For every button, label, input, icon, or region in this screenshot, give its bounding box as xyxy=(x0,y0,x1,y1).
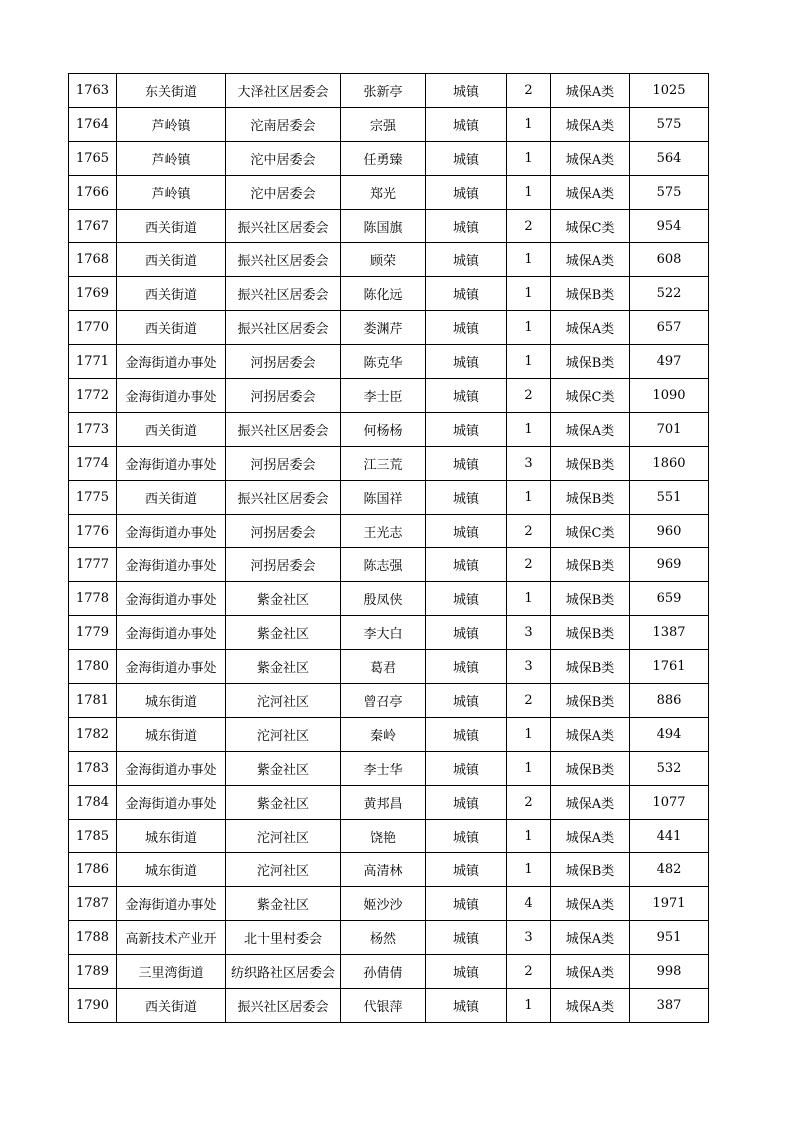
cell-serial-number: 1775 xyxy=(69,480,117,514)
cell-category: 城保A类 xyxy=(551,785,630,819)
cell-name: 高清林 xyxy=(341,853,426,887)
cell-serial-number: 1782 xyxy=(69,717,117,751)
cell-community: 紫金社区 xyxy=(226,887,341,921)
cell-category: 城保C类 xyxy=(551,209,630,243)
cell-area-type: 城镇 xyxy=(426,853,507,887)
table-row xyxy=(69,446,709,480)
cell-household-count: 1 xyxy=(507,412,551,446)
cell-amount: 969 xyxy=(630,548,709,582)
cell-category: 城保A类 xyxy=(551,141,630,175)
cell-street: 金海街道办事处 xyxy=(117,751,226,785)
cell-category: 城保A类 xyxy=(551,412,630,446)
cell-category: 城保C类 xyxy=(551,379,630,413)
cell-street: 金海街道办事处 xyxy=(117,514,226,548)
cell-category: 城保A类 xyxy=(551,887,630,921)
cell-household-count: 2 xyxy=(507,514,551,548)
cell-household-count: 1 xyxy=(507,311,551,345)
cell-household-count: 1 xyxy=(507,853,551,887)
table-row xyxy=(69,345,709,379)
cell-community: 河拐居委会 xyxy=(226,345,341,379)
table-row xyxy=(69,141,709,175)
cell-name: 何杨杨 xyxy=(341,412,426,446)
table-row xyxy=(69,650,709,684)
cell-street: 西关街道 xyxy=(117,311,226,345)
cell-category: 城保A类 xyxy=(551,819,630,853)
cell-name: 李士臣 xyxy=(341,379,426,413)
cell-area-type: 城镇 xyxy=(426,955,507,989)
cell-amount: 497 xyxy=(630,345,709,379)
cell-serial-number: 1778 xyxy=(69,582,117,616)
cell-category: 城保B类 xyxy=(551,480,630,514)
cell-name: 陈化远 xyxy=(341,277,426,311)
cell-serial-number: 1772 xyxy=(69,379,117,413)
cell-community: 沱河社区 xyxy=(226,819,341,853)
cell-household-count: 3 xyxy=(507,446,551,480)
cell-household-count: 1 xyxy=(507,582,551,616)
cell-household-count: 4 xyxy=(507,887,551,921)
cell-category: 城保B类 xyxy=(551,345,630,379)
cell-community: 紫金社区 xyxy=(226,785,341,819)
cell-name: 陈国祥 xyxy=(341,480,426,514)
cell-area-type: 城镇 xyxy=(426,446,507,480)
cell-street: 西关街道 xyxy=(117,989,226,1023)
cell-name: 陈克华 xyxy=(341,345,426,379)
cell-community: 紫金社区 xyxy=(226,650,341,684)
cell-street: 金海街道办事处 xyxy=(117,582,226,616)
cell-community: 沱河社区 xyxy=(226,684,341,718)
cell-amount: 1387 xyxy=(630,616,709,650)
cell-street: 高新技术产业开 xyxy=(117,921,226,955)
cell-amount: 659 xyxy=(630,582,709,616)
cell-category: 城保B类 xyxy=(551,684,630,718)
cell-amount: 441 xyxy=(630,819,709,853)
table-row xyxy=(69,548,709,582)
cell-street: 城东街道 xyxy=(117,717,226,751)
cell-street: 金海街道办事处 xyxy=(117,650,226,684)
cell-street: 金海街道办事处 xyxy=(117,887,226,921)
cell-name: 代银萍 xyxy=(341,989,426,1023)
cell-category: 城保B类 xyxy=(551,582,630,616)
cell-street: 西关街道 xyxy=(117,277,226,311)
cell-category: 城保A类 xyxy=(551,989,630,1023)
cell-street: 芦岭镇 xyxy=(117,107,226,141)
cell-area-type: 城镇 xyxy=(426,650,507,684)
cell-category: 城保B类 xyxy=(551,650,630,684)
cell-amount: 1025 xyxy=(630,74,709,108)
cell-community: 大泽社区居委会 xyxy=(226,74,341,108)
cell-category: 城保A类 xyxy=(551,921,630,955)
table-row xyxy=(69,887,709,921)
cell-amount: 532 xyxy=(630,751,709,785)
cell-street: 西关街道 xyxy=(117,209,226,243)
cell-area-type: 城镇 xyxy=(426,379,507,413)
cell-name: 饶艳 xyxy=(341,819,426,853)
cell-serial-number: 1764 xyxy=(69,107,117,141)
cell-household-count: 3 xyxy=(507,650,551,684)
cell-area-type: 城镇 xyxy=(426,277,507,311)
cell-street: 芦岭镇 xyxy=(117,141,226,175)
cell-name: 娄渊芹 xyxy=(341,311,426,345)
cell-serial-number: 1784 xyxy=(69,785,117,819)
cell-serial-number: 1776 xyxy=(69,514,117,548)
cell-serial-number: 1765 xyxy=(69,141,117,175)
cell-amount: 564 xyxy=(630,141,709,175)
cell-community: 沱中居委会 xyxy=(226,175,341,209)
cell-street: 金海街道办事处 xyxy=(117,785,226,819)
cell-serial-number: 1779 xyxy=(69,616,117,650)
cell-community: 振兴社区居委会 xyxy=(226,277,341,311)
cell-amount: 608 xyxy=(630,243,709,277)
cell-area-type: 城镇 xyxy=(426,480,507,514)
cell-serial-number: 1770 xyxy=(69,311,117,345)
cell-name: 宗强 xyxy=(341,107,426,141)
cell-serial-number: 1777 xyxy=(69,548,117,582)
cell-community: 纺织路社区居委会 xyxy=(226,955,341,989)
cell-name: 黄邦昌 xyxy=(341,785,426,819)
cell-household-count: 1 xyxy=(507,480,551,514)
cell-serial-number: 1767 xyxy=(69,209,117,243)
cell-serial-number: 1786 xyxy=(69,853,117,887)
cell-serial-number: 1766 xyxy=(69,175,117,209)
cell-household-count: 2 xyxy=(507,209,551,243)
table-row xyxy=(69,311,709,345)
cell-area-type: 城镇 xyxy=(426,751,507,785)
cell-household-count: 1 xyxy=(507,277,551,311)
cell-area-type: 城镇 xyxy=(426,785,507,819)
table-row xyxy=(69,819,709,853)
cell-name: 王光志 xyxy=(341,514,426,548)
cell-household-count: 1 xyxy=(507,819,551,853)
table-row xyxy=(69,277,709,311)
cell-household-count: 3 xyxy=(507,616,551,650)
cell-category: 城保B类 xyxy=(551,277,630,311)
cell-category: 城保B类 xyxy=(551,751,630,785)
cell-household-count: 1 xyxy=(507,717,551,751)
cell-community: 紫金社区 xyxy=(226,751,341,785)
cell-area-type: 城镇 xyxy=(426,209,507,243)
table-row xyxy=(69,480,709,514)
cell-community: 沱河社区 xyxy=(226,853,341,887)
cell-serial-number: 1789 xyxy=(69,955,117,989)
cell-community: 河拐居委会 xyxy=(226,548,341,582)
cell-name: 李士华 xyxy=(341,751,426,785)
cell-area-type: 城镇 xyxy=(426,141,507,175)
cell-community: 河拐居委会 xyxy=(226,446,341,480)
cell-community: 振兴社区居委会 xyxy=(226,209,341,243)
cell-community: 河拐居委会 xyxy=(226,379,341,413)
cell-name: 李大白 xyxy=(341,616,426,650)
cell-category: 城保B类 xyxy=(551,616,630,650)
cell-street: 城东街道 xyxy=(117,819,226,853)
cell-name: 孙倩倩 xyxy=(341,955,426,989)
table-row xyxy=(69,853,709,887)
cell-serial-number: 1785 xyxy=(69,819,117,853)
cell-name: 张新亭 xyxy=(341,74,426,108)
cell-household-count: 3 xyxy=(507,921,551,955)
cell-street: 金海街道办事处 xyxy=(117,548,226,582)
cell-amount: 1761 xyxy=(630,650,709,684)
cell-street: 城东街道 xyxy=(117,684,226,718)
cell-area-type: 城镇 xyxy=(426,548,507,582)
cell-amount: 522 xyxy=(630,277,709,311)
cell-serial-number: 1763 xyxy=(69,74,117,108)
cell-street: 西关街道 xyxy=(117,412,226,446)
cell-area-type: 城镇 xyxy=(426,243,507,277)
cell-household-count: 2 xyxy=(507,684,551,718)
cell-street: 城东街道 xyxy=(117,853,226,887)
cell-amount: 551 xyxy=(630,480,709,514)
cell-household-count: 1 xyxy=(507,107,551,141)
cell-name: 杨然 xyxy=(341,921,426,955)
cell-street: 三里湾街道 xyxy=(117,955,226,989)
cell-area-type: 城镇 xyxy=(426,582,507,616)
cell-category: 城保A类 xyxy=(551,243,630,277)
cell-amount: 1090 xyxy=(630,379,709,413)
cell-street: 金海街道办事处 xyxy=(117,616,226,650)
cell-category: 城保A类 xyxy=(551,107,630,141)
table-body xyxy=(69,74,709,1023)
cell-area-type: 城镇 xyxy=(426,514,507,548)
cell-household-count: 1 xyxy=(507,989,551,1023)
cell-amount: 482 xyxy=(630,853,709,887)
cell-serial-number: 1771 xyxy=(69,345,117,379)
cell-serial-number: 1783 xyxy=(69,751,117,785)
cell-serial-number: 1790 xyxy=(69,989,117,1023)
table-row xyxy=(69,785,709,819)
cell-household-count: 2 xyxy=(507,379,551,413)
cell-name: 陈志强 xyxy=(341,548,426,582)
table-row xyxy=(69,751,709,785)
cell-name: 任勇臻 xyxy=(341,141,426,175)
beneficiary-table xyxy=(68,73,709,1023)
cell-name: 姬沙沙 xyxy=(341,887,426,921)
cell-name: 殷凤侠 xyxy=(341,582,426,616)
cell-category: 城保A类 xyxy=(551,311,630,345)
cell-area-type: 城镇 xyxy=(426,684,507,718)
table-row xyxy=(69,989,709,1023)
table-row xyxy=(69,379,709,413)
cell-category: 城保A类 xyxy=(551,955,630,989)
table-row xyxy=(69,175,709,209)
cell-community: 北十里村委会 xyxy=(226,921,341,955)
cell-serial-number: 1769 xyxy=(69,277,117,311)
cell-serial-number: 1781 xyxy=(69,684,117,718)
cell-name: 江三荒 xyxy=(341,446,426,480)
cell-amount: 701 xyxy=(630,412,709,446)
cell-category: 城保B类 xyxy=(551,446,630,480)
cell-area-type: 城镇 xyxy=(426,175,507,209)
cell-street: 金海街道办事处 xyxy=(117,345,226,379)
cell-name: 葛君 xyxy=(341,650,426,684)
cell-community: 振兴社区居委会 xyxy=(226,311,341,345)
cell-category: 城保A类 xyxy=(551,175,630,209)
cell-household-count: 2 xyxy=(507,74,551,108)
cell-household-count: 1 xyxy=(507,345,551,379)
cell-household-count: 1 xyxy=(507,175,551,209)
cell-street: 金海街道办事处 xyxy=(117,446,226,480)
cell-area-type: 城镇 xyxy=(426,819,507,853)
cell-street: 芦岭镇 xyxy=(117,175,226,209)
cell-household-count: 2 xyxy=(507,785,551,819)
cell-amount: 886 xyxy=(630,684,709,718)
cell-amount: 494 xyxy=(630,717,709,751)
cell-household-count: 1 xyxy=(507,243,551,277)
cell-amount: 998 xyxy=(630,955,709,989)
cell-area-type: 城镇 xyxy=(426,616,507,650)
cell-household-count: 1 xyxy=(507,751,551,785)
cell-household-count: 2 xyxy=(507,548,551,582)
cell-name: 顾荣 xyxy=(341,243,426,277)
cell-household-count: 1 xyxy=(507,141,551,175)
cell-street: 东关街道 xyxy=(117,74,226,108)
cell-name: 陈国旗 xyxy=(341,209,426,243)
cell-household-count: 2 xyxy=(507,955,551,989)
cell-area-type: 城镇 xyxy=(426,921,507,955)
cell-community: 振兴社区居委会 xyxy=(226,989,341,1023)
cell-amount: 960 xyxy=(630,514,709,548)
cell-serial-number: 1774 xyxy=(69,446,117,480)
cell-name: 郑光 xyxy=(341,175,426,209)
cell-street: 西关街道 xyxy=(117,480,226,514)
cell-area-type: 城镇 xyxy=(426,412,507,446)
cell-community: 沱中居委会 xyxy=(226,141,341,175)
cell-area-type: 城镇 xyxy=(426,345,507,379)
cell-community: 振兴社区居委会 xyxy=(226,243,341,277)
cell-street: 金海街道办事处 xyxy=(117,379,226,413)
cell-community: 紫金社区 xyxy=(226,582,341,616)
cell-amount: 951 xyxy=(630,921,709,955)
cell-category: 城保C类 xyxy=(551,514,630,548)
cell-category: 城保B类 xyxy=(551,548,630,582)
cell-serial-number: 1780 xyxy=(69,650,117,684)
cell-area-type: 城镇 xyxy=(426,74,507,108)
cell-amount: 575 xyxy=(630,107,709,141)
cell-amount: 1860 xyxy=(630,446,709,480)
cell-street: 西关街道 xyxy=(117,243,226,277)
cell-community: 沱南居委会 xyxy=(226,107,341,141)
table-row xyxy=(69,107,709,141)
cell-serial-number: 1788 xyxy=(69,921,117,955)
table-row xyxy=(69,514,709,548)
cell-name: 秦岭 xyxy=(341,717,426,751)
cell-serial-number: 1787 xyxy=(69,887,117,921)
table-row xyxy=(69,209,709,243)
table-row xyxy=(69,921,709,955)
cell-amount: 657 xyxy=(630,311,709,345)
table-row xyxy=(69,955,709,989)
cell-category: 城保B类 xyxy=(551,853,630,887)
cell-serial-number: 1768 xyxy=(69,243,117,277)
table-row xyxy=(69,717,709,751)
cell-amount: 575 xyxy=(630,175,709,209)
cell-amount: 954 xyxy=(630,209,709,243)
cell-category: 城保A类 xyxy=(551,717,630,751)
cell-area-type: 城镇 xyxy=(426,887,507,921)
cell-community: 沱河社区 xyxy=(226,717,341,751)
cell-amount: 387 xyxy=(630,989,709,1023)
cell-name: 曾召亭 xyxy=(341,684,426,718)
cell-community: 振兴社区居委会 xyxy=(226,412,341,446)
cell-category: 城保A类 xyxy=(551,74,630,108)
cell-community: 紫金社区 xyxy=(226,616,341,650)
table-row xyxy=(69,243,709,277)
cell-community: 振兴社区居委会 xyxy=(226,480,341,514)
table-row xyxy=(69,684,709,718)
cell-amount: 1971 xyxy=(630,887,709,921)
table-row xyxy=(69,582,709,616)
cell-area-type: 城镇 xyxy=(426,311,507,345)
table-row xyxy=(69,616,709,650)
table-row xyxy=(69,412,709,446)
cell-amount: 1077 xyxy=(630,785,709,819)
cell-area-type: 城镇 xyxy=(426,989,507,1023)
table-row xyxy=(69,74,709,108)
cell-area-type: 城镇 xyxy=(426,717,507,751)
cell-community: 河拐居委会 xyxy=(226,514,341,548)
cell-area-type: 城镇 xyxy=(426,107,507,141)
cell-serial-number: 1773 xyxy=(69,412,117,446)
